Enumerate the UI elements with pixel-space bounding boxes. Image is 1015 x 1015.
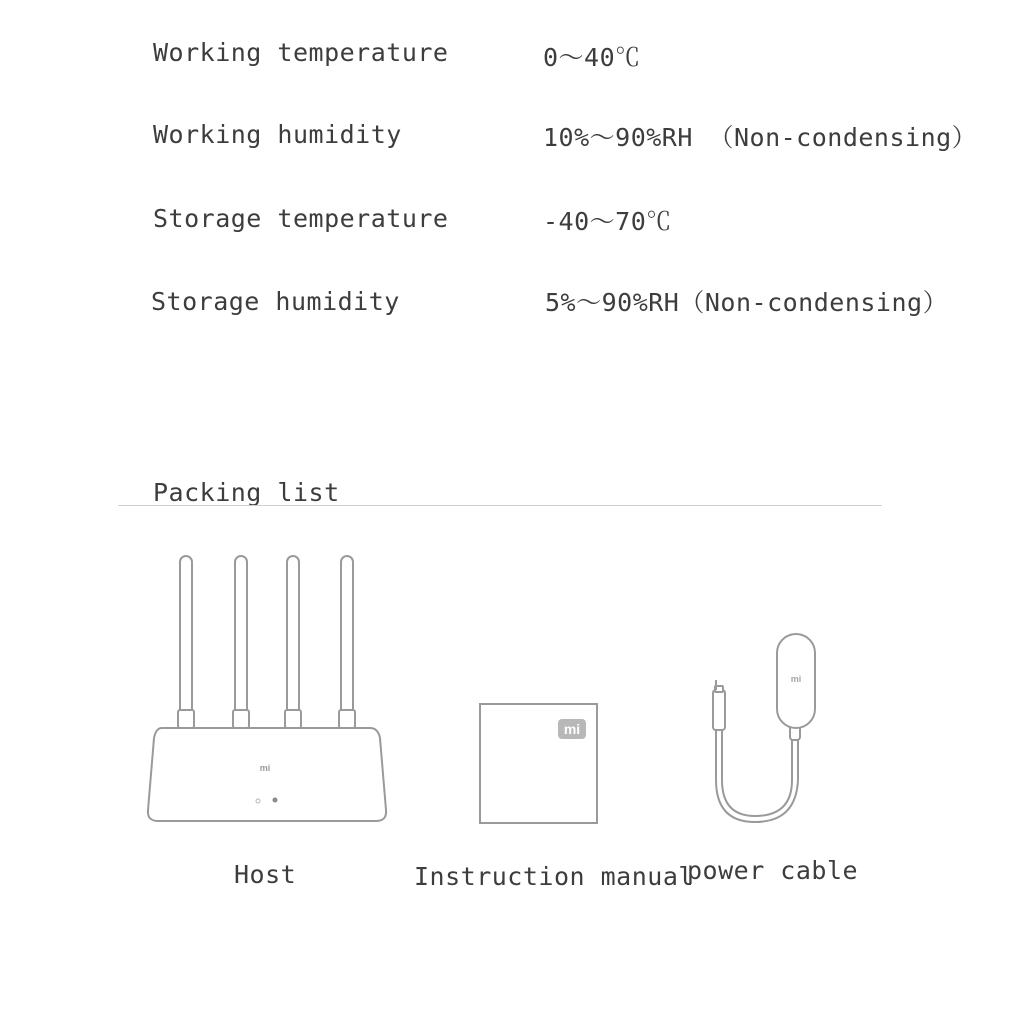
manual-icon bbox=[478, 702, 600, 826]
packing-list-title: Packing list bbox=[153, 478, 340, 507]
caption-instruction-manual: Instruction manual bbox=[414, 862, 694, 891]
packing-list-divider bbox=[118, 505, 882, 506]
spec-value-working-humidity: 10%〜90%RH （Non-condensing） bbox=[543, 123, 978, 152]
adapter-mi-logo: mi bbox=[790, 674, 802, 684]
caption-power-cable: power cable bbox=[687, 856, 859, 885]
power-adapter-icon bbox=[700, 630, 825, 830]
spec-label-working-humidity: Working humidity bbox=[153, 120, 402, 149]
caption-host: Host bbox=[234, 860, 297, 889]
router-icon bbox=[140, 548, 395, 828]
spec-label-storage-temperature: Storage temperature bbox=[153, 204, 449, 233]
spec-value-working-temperature: 0〜40℃ bbox=[543, 43, 641, 72]
spec-label-storage-humidity: Storage humidity bbox=[151, 287, 400, 316]
spec-value-storage-temperature: -40〜70℃ bbox=[543, 207, 672, 236]
spec-value-storage-humidity: 5%〜90%RH（Non-condensing） bbox=[545, 288, 949, 317]
router-mi-logo: mi bbox=[259, 763, 271, 773]
spec-label-working-temperature: Working temperature bbox=[153, 38, 449, 67]
manual-mi-logo: mi bbox=[563, 721, 581, 737]
